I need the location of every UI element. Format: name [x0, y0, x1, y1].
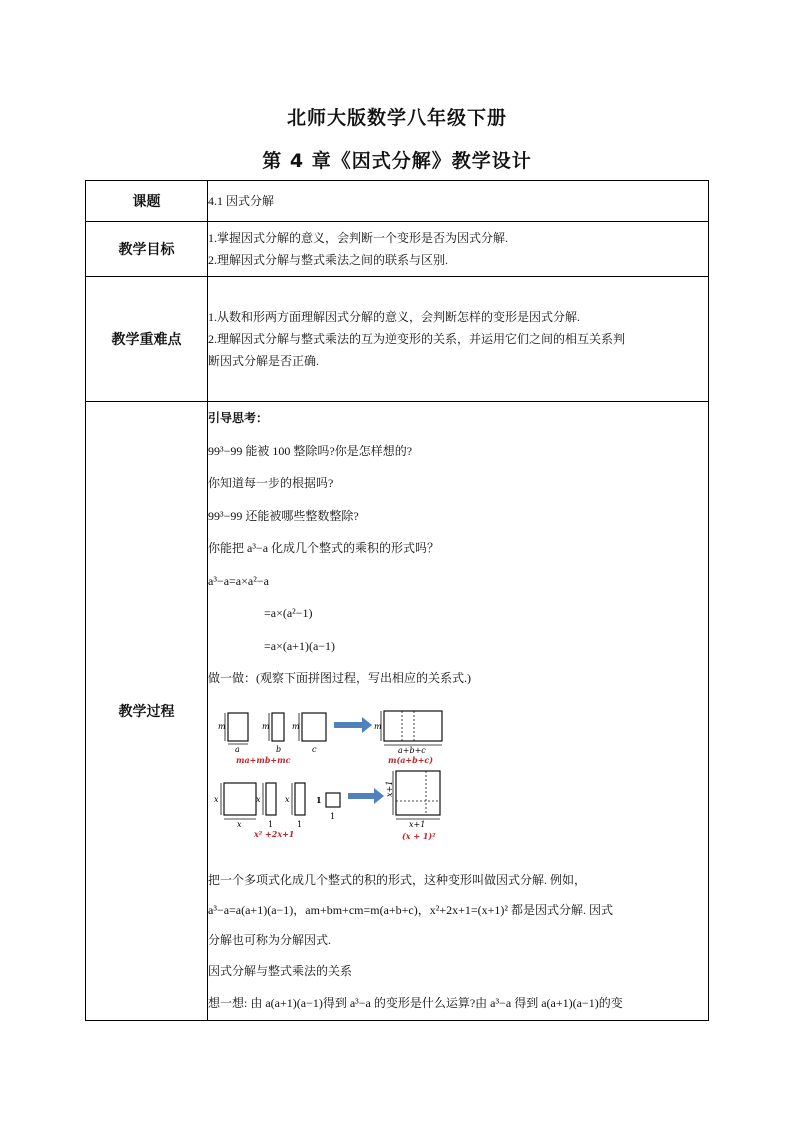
expr-m-abc: m(a+b+c) — [388, 754, 434, 765]
goals-label: 教学目标 — [86, 222, 208, 277]
label-c: c — [312, 744, 317, 754]
label-1: 1 — [316, 794, 322, 805]
rect-m-abc — [374, 711, 442, 755]
label-x: x — [285, 794, 290, 804]
keypoints-content — [208, 277, 709, 402]
derivation-step-3: =a×(a+1)(a−1) — [264, 638, 336, 653]
process-label: 教学过程 — [86, 402, 208, 1021]
keypoint-line: 1.从数和形两方面理解因式分解的意义，会判断怎样的变形是因式分解. — [208, 310, 581, 324]
chapter-title: 第 4 章《因式分解》教学设计 — [262, 150, 532, 172]
row-process — [86, 402, 709, 1021]
expr-ma-mb-mc: ma+mb+mc — [236, 754, 291, 765]
square-x2 — [214, 783, 256, 829]
process-content — [208, 402, 709, 1021]
rect-x1-b — [285, 783, 305, 829]
label-m: m — [218, 721, 226, 731]
activity-prompt: 做一做：(观察下面拼图过程，写出相应的关系式.) — [208, 671, 471, 685]
tiling-diagram — [208, 705, 468, 855]
label-a: a — [235, 744, 240, 754]
definition-line-1: 把一个多项式化成几个整式的积的形式，这种变形叫做因式分解. 例如， — [208, 872, 587, 887]
question-3: 99³−99 还能被哪些整数整除? — [208, 508, 359, 523]
label-x-plus-1: x+1 — [385, 780, 394, 797]
arrow-top-icon — [334, 717, 372, 733]
lesson-plan-table — [85, 180, 709, 1021]
expr-x2-2x-1: x² +2x+1 — [254, 828, 295, 839]
document-title: 北师大版数学八年级下册 — [286, 107, 507, 129]
relation-heading: 因式分解与整式乘法的关系 — [208, 963, 353, 978]
goal-line: 2.理解因式分解与整式乘法之间的联系与区别. — [208, 253, 449, 267]
topic-label: 课题 — [86, 181, 208, 222]
goals-content — [208, 222, 709, 277]
label-x: x — [237, 819, 242, 829]
derivation-step-1: a³−a=a×a²−a — [208, 573, 269, 588]
label-m: m — [374, 721, 382, 731]
label-x: x — [214, 794, 219, 804]
label-m: m — [292, 721, 300, 731]
rect-mc — [292, 713, 326, 754]
label-1: 1 — [268, 819, 274, 829]
label-x-plus-1: x+1 — [409, 819, 426, 829]
rect-mb — [262, 713, 284, 754]
square-x-plus-1 — [385, 771, 440, 829]
keypoint-line: 断因式分解是否正确. — [208, 354, 320, 368]
think-prompt: 想一想: 由 a(a+1)(a−1)得到 a³−a 的变形是什么运算?由 a³−a 得到 a(a+1)(a−1)的变 — [208, 996, 623, 1010]
keypoints-label: 教学重难点 — [86, 277, 208, 402]
row-topic — [86, 181, 709, 222]
intro-heading: 引导思考： — [208, 411, 269, 425]
definition-line-3: 分解也可称为分解因式. — [208, 932, 332, 947]
question-1: 99³−99 能被 100 整除吗?你是怎样想的? — [208, 443, 413, 458]
question-2: 你知道每一步的根据吗? — [208, 476, 334, 490]
label-a-b-c: a+b+c — [398, 745, 426, 755]
derivation-step-2: =a×(a²−1) — [264, 606, 313, 620]
label-b: b — [276, 744, 282, 754]
rect-x1-a — [256, 783, 276, 829]
arrow-bottom-icon — [348, 788, 384, 804]
definition-line-2: a³−a=a(a+1)(a−1)，am+bm+cm=m(a+b+c)，x²+2x+1=(x+1)² 都是因式分解. 因式 — [208, 902, 614, 917]
definition-paragraph — [208, 865, 708, 955]
label-1: 1 — [297, 819, 303, 829]
keypoint-line: 2.理解因式分解与整式乘法的互为逆变形的关系，并运用它们之间的相互关系判 — [208, 332, 626, 346]
expr-x-plus-1-squared: (x + 1)² — [402, 830, 436, 841]
label-m: m — [262, 721, 270, 731]
square-1 — [316, 793, 340, 821]
label-x: x — [256, 794, 261, 804]
row-keypoints — [86, 277, 709, 402]
row-goals — [86, 222, 709, 277]
rect-ma — [218, 713, 248, 754]
question-4: 你能把 a³−a 化成几个整式的乘积的形式吗？ — [208, 541, 440, 555]
label-1: 1 — [330, 811, 336, 821]
topic-content: 4.1 因式分解 — [208, 181, 709, 222]
goal-line: 1.掌握因式分解的意义，会判断一个变形是否为因式分解. — [208, 231, 509, 245]
